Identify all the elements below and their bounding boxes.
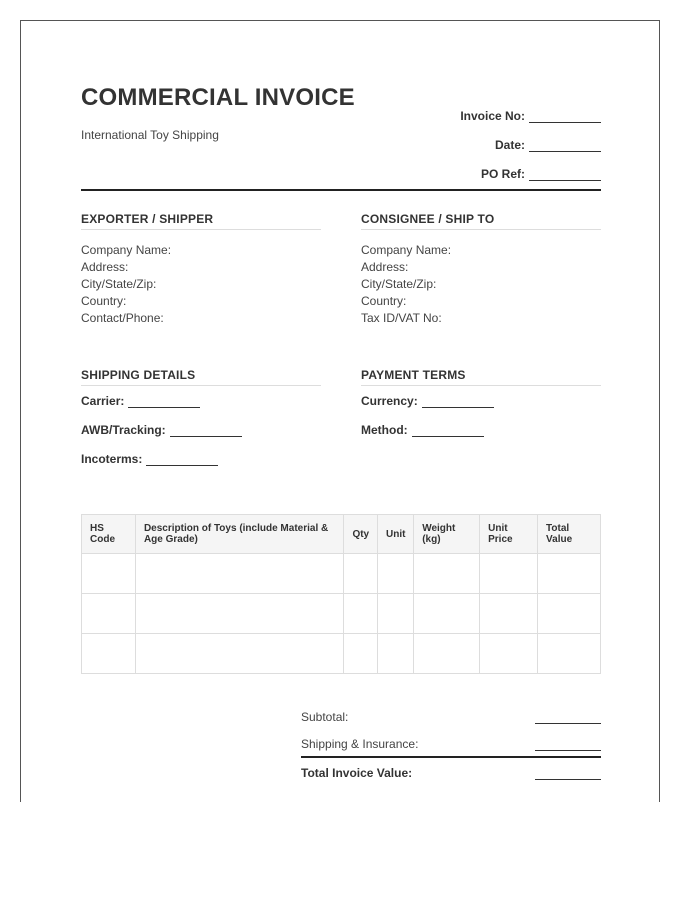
col-qty: Qty xyxy=(344,515,378,554)
tracking-label: AWB/Tracking: xyxy=(81,423,166,437)
table-cell[interactable] xyxy=(480,594,538,634)
po-ref-label: PO Ref: xyxy=(480,167,525,181)
incoterms-field[interactable] xyxy=(146,452,218,466)
consignee-address-label: Address: xyxy=(361,260,409,274)
method-label: Method: xyxy=(361,423,408,437)
table-cell[interactable] xyxy=(135,554,343,594)
payment-section xyxy=(361,368,601,437)
invoice-meta xyxy=(381,94,601,181)
table-cell[interactable] xyxy=(414,634,480,674)
table-cell[interactable] xyxy=(414,594,480,634)
items-table xyxy=(81,514,601,674)
method-field[interactable] xyxy=(412,423,484,437)
table-row xyxy=(82,554,601,594)
currency-field[interactable] xyxy=(422,394,494,408)
table-cell[interactable] xyxy=(344,634,378,674)
carrier-field[interactable] xyxy=(128,394,200,408)
table-cell[interactable] xyxy=(538,594,601,634)
tracking-field[interactable] xyxy=(170,423,242,437)
table-cell[interactable] xyxy=(82,554,136,594)
exporter-section xyxy=(81,212,321,327)
col-weight: Weight (kg) xyxy=(414,515,480,554)
table-cell[interactable] xyxy=(414,554,480,594)
table-header-row xyxy=(82,515,601,554)
method-row xyxy=(361,408,601,437)
table-cell[interactable] xyxy=(344,554,378,594)
invoice-no-row xyxy=(381,94,601,123)
total-value-row xyxy=(301,758,601,780)
date-label: Date: xyxy=(494,138,525,152)
table-cell[interactable] xyxy=(378,594,414,634)
invoice-page xyxy=(20,20,660,802)
po-ref-row xyxy=(381,152,601,181)
exporter-address-label: Address: xyxy=(81,260,129,274)
shipping-insurance-row xyxy=(301,724,601,751)
table-cell[interactable] xyxy=(538,634,601,674)
table-cell[interactable] xyxy=(538,554,601,594)
subtotal-label: Subtotal: xyxy=(301,710,349,724)
tracking-row xyxy=(81,408,321,437)
invoice-no-label: Invoice No: xyxy=(460,109,525,123)
col-unit: Unit xyxy=(378,515,414,554)
exporter-country-label: Country: xyxy=(81,294,127,308)
table-row xyxy=(82,634,601,674)
table-cell[interactable] xyxy=(82,594,136,634)
date-row xyxy=(381,123,601,152)
shipping-insurance-label: Shipping & Insurance: xyxy=(301,737,419,751)
table-cell[interactable] xyxy=(378,634,414,674)
consignee-taxid-label: Tax ID/VAT No: xyxy=(361,311,442,325)
consignee-heading: CONSIGNEE / SHIP TO xyxy=(361,212,601,230)
shipping-insurance-field[interactable] xyxy=(535,737,601,751)
total-value-field[interactable] xyxy=(535,766,601,780)
consignee-city-label: City/State/Zip: xyxy=(361,277,437,291)
shipping-heading: SHIPPING DETAILS xyxy=(81,368,321,386)
currency-label: Currency: xyxy=(361,394,418,408)
exporter-city-label: City/State/Zip: xyxy=(81,277,157,291)
total-value-label: Total Invoice Value: xyxy=(301,766,413,780)
currency-row xyxy=(361,386,601,408)
table-row xyxy=(82,594,601,634)
incoterms-label: Incoterms: xyxy=(81,452,143,466)
consignee-section xyxy=(361,212,601,327)
invoice-no-field[interactable] xyxy=(529,109,601,123)
col-hs-code: HS Code xyxy=(82,515,136,554)
totals-section xyxy=(301,697,601,780)
carrier-label: Carrier: xyxy=(81,394,125,408)
exporter-heading: EXPORTER / SHIPPER xyxy=(81,212,321,230)
consignee-company-label: Company Name: xyxy=(361,243,452,257)
carrier-row xyxy=(81,386,321,408)
table-cell[interactable] xyxy=(344,594,378,634)
payment-heading: PAYMENT TERMS xyxy=(361,368,601,386)
page-subtitle: International Toy Shipping xyxy=(81,128,219,142)
col-unit-price: Unit Price xyxy=(480,515,538,554)
table-cell[interactable] xyxy=(135,594,343,634)
shipping-section xyxy=(81,368,321,466)
table-cell[interactable] xyxy=(480,634,538,674)
header-divider xyxy=(81,189,601,191)
col-total-value: Total Value xyxy=(538,515,601,554)
subtotal-row xyxy=(301,697,601,724)
exporter-company-label: Company Name: xyxy=(81,243,172,257)
incoterms-row xyxy=(81,437,321,466)
exporter-contact-label: Contact/Phone: xyxy=(81,311,164,325)
table-cell[interactable] xyxy=(82,634,136,674)
table-cell[interactable] xyxy=(135,634,343,674)
consignee-country-label: Country: xyxy=(361,294,407,308)
page-title: COMMERCIAL INVOICE xyxy=(81,84,355,111)
col-description: Description of Toys (include Material & Age Grade) xyxy=(135,515,343,554)
table-cell[interactable] xyxy=(480,554,538,594)
subtotal-field[interactable] xyxy=(535,710,601,724)
table-cell[interactable] xyxy=(378,554,414,594)
date-field[interactable] xyxy=(529,138,601,152)
po-ref-field[interactable] xyxy=(529,167,601,181)
